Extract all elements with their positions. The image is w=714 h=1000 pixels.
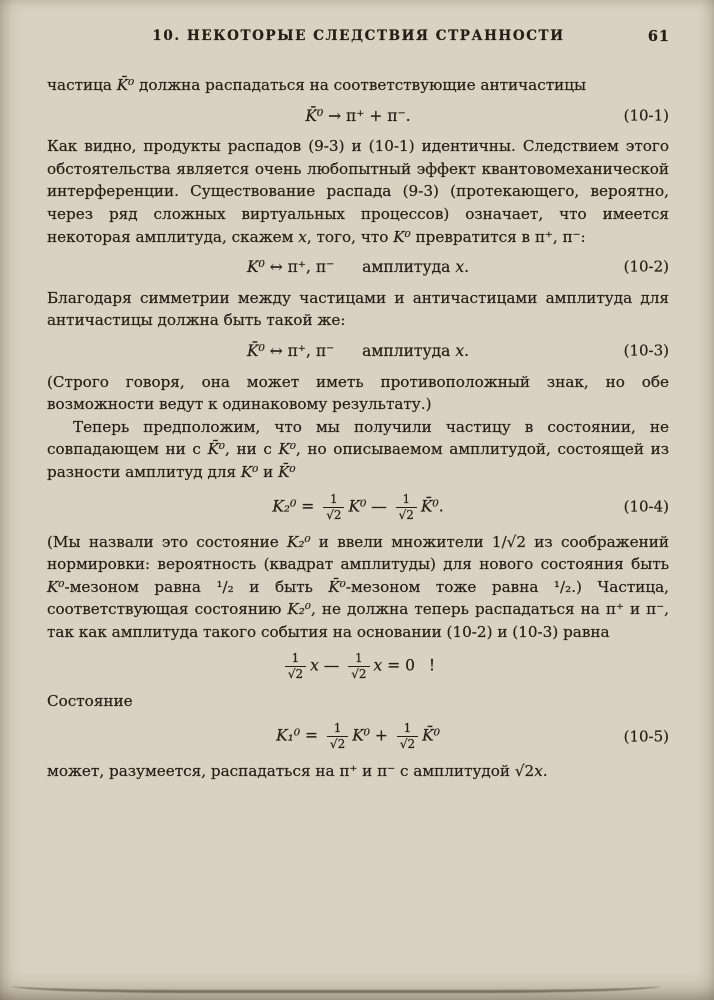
text-run: = (296, 497, 320, 515)
italic-run: K₂⁰ (272, 497, 297, 515)
text-run: , того, что (306, 227, 394, 246)
page-number: 61 (647, 28, 670, 45)
text-run: Как видно, продукты распадов (9-3) и (10-1) идентичны. Следствием этого обстоятельства является очень любопытный эффект квантовомеханической интерференции. Существование распада (9-3) (протекающего, вероятно, через ряд сложных виртуальных процессов) означает, что имеется некоторая амплитуда, скажем (47, 137, 669, 246)
fraction-numerator: 1 (333, 721, 342, 736)
text-run: -мезоном тоже равна ¹/₂.) Частица, соответствующая состоянию (47, 577, 669, 619)
fraction (397, 721, 418, 752)
italic-run: K⁰ (393, 227, 411, 246)
paragraph (47, 74, 669, 97)
italic-run: K⁰ (348, 497, 367, 515)
italic-run: K⁰ (278, 440, 296, 459)
fraction (396, 492, 417, 523)
paragraph (47, 690, 669, 713)
fraction-denominator: √2 (348, 666, 369, 682)
equation-number: (10-5) (623, 727, 669, 746)
text-run: амплитуда (362, 341, 456, 360)
fraction (285, 651, 306, 682)
italic-run: K⁰ (47, 577, 65, 596)
italic-run: x (534, 762, 543, 781)
italic-run: K̄⁰ (328, 577, 346, 596)
scan-edge-artifact (12, 979, 660, 993)
text-run: может, разумеется, распадаться на π⁺ и π⁻ с амплитудой √2 (47, 762, 535, 781)
text-run: Состояние (47, 692, 133, 711)
text-run: = 0 (382, 656, 415, 675)
text-run: амплитуда (362, 258, 456, 277)
running-header (47, 28, 670, 46)
italic-run: x (310, 656, 319, 675)
paragraph (47, 416, 669, 484)
fraction-denominator: √2 (327, 736, 348, 752)
paragraph (47, 760, 669, 783)
fraction-denominator: √2 (396, 507, 417, 523)
equation-number: (10-1) (623, 106, 669, 125)
equation-number: (10-2) (623, 258, 669, 277)
text-run: Теперь предположим, что мы получили частицу в состоянии, не совпадающем ни с (47, 417, 669, 459)
italic-run: x (455, 341, 465, 360)
text-run: (Строго говоря, она может иметь противоположный знак, но обе возможности ведут к одинаковому результату.) (47, 372, 669, 414)
text-run: ↔ π⁺, π⁻ (264, 341, 335, 360)
equation (47, 340, 669, 363)
text-run: , ни с (225, 440, 279, 459)
fraction-denominator: √2 (323, 507, 344, 523)
text-run: должна распадаться на соответствующие античастицы (134, 76, 587, 94)
page-content (47, 74, 669, 783)
italic-run: K̄⁰ (420, 497, 439, 515)
text-run: превратится в π⁺, π⁻: (410, 227, 586, 246)
text-run: -мезоном равна ¹/₂ и быть (64, 577, 329, 596)
equation-number: (10-3) (623, 341, 669, 360)
text-run: и ввели множители 1/√2 из соображений нормировки: вероятность (квадрат амплитуды) для нового состояния быть (47, 532, 669, 574)
text-run: , не должна теперь распадаться на π⁺ и π⁻, так как амплитуда такого события на основании (10-2) и (10-3) равна (47, 600, 669, 641)
fraction-denominator: √2 (397, 736, 418, 752)
italic-run: K⁰ (246, 258, 265, 277)
italic-run: K̄⁰ (246, 341, 265, 360)
paragraph (47, 371, 669, 416)
text-run: частица (47, 76, 117, 94)
equation (47, 721, 669, 752)
text-run: . (464, 258, 470, 277)
italic-run: K₂⁰ (287, 600, 311, 619)
text-run: = (300, 726, 323, 745)
equation-number: (10-4) (623, 497, 669, 516)
equation (47, 256, 669, 279)
fraction (327, 721, 348, 752)
text-run: . (438, 497, 444, 515)
italic-run: K̄⁰ (207, 440, 226, 459)
paragraph (47, 531, 669, 644)
equation (47, 651, 669, 682)
text-run: . (464, 341, 470, 360)
fraction-numerator: 1 (355, 651, 363, 666)
italic-run: x (298, 227, 307, 246)
italic-run: K̄⁰ (305, 106, 324, 125)
text-run: ! (428, 656, 436, 675)
text-run: → π⁺ + π⁻. (323, 106, 411, 125)
equation (47, 492, 669, 523)
italic-run: K̄⁰ (278, 462, 296, 481)
fraction-numerator: 1 (403, 721, 412, 736)
italic-run: x (373, 656, 383, 675)
fraction-numerator: 1 (402, 491, 411, 506)
text-run: — (318, 656, 345, 675)
equation (47, 105, 669, 128)
text-run: ↔ π⁺, π⁻ (264, 258, 335, 277)
paragraph (47, 287, 669, 332)
fraction (323, 492, 344, 523)
fraction-denominator: √2 (285, 666, 306, 682)
fraction (348, 651, 369, 682)
fraction-numerator: 1 (291, 651, 300, 666)
text-run: — (366, 497, 392, 515)
italic-run: K̄⁰ (116, 76, 135, 94)
italic-run: K⁰ (240, 462, 259, 481)
italic-run: K⁰ (352, 726, 370, 745)
text-run: . (542, 762, 548, 781)
fraction-numerator: 1 (330, 491, 338, 506)
text-run: и (258, 462, 279, 481)
paragraph (47, 135, 669, 248)
italic-run: K₂⁰ (287, 532, 311, 551)
text-run: (Мы назвали это состояние (47, 532, 288, 551)
text-run: , но описываемом амплитудой, состоящей из разности амплитуд для (47, 440, 669, 481)
italic-run: K̄⁰ (422, 726, 440, 745)
italic-run: K₁⁰ (276, 726, 301, 745)
text-run: + (370, 726, 393, 745)
chapter-title: 10. НЕКОТОРЫЕ СЛЕДСТВИЯ СТРАННОСТИ (152, 28, 565, 44)
text-run: Благодаря симметрии между частицами и античастицами амплитуда для античастицы должна быть такой же: (47, 288, 669, 330)
italic-run: x (455, 258, 465, 277)
